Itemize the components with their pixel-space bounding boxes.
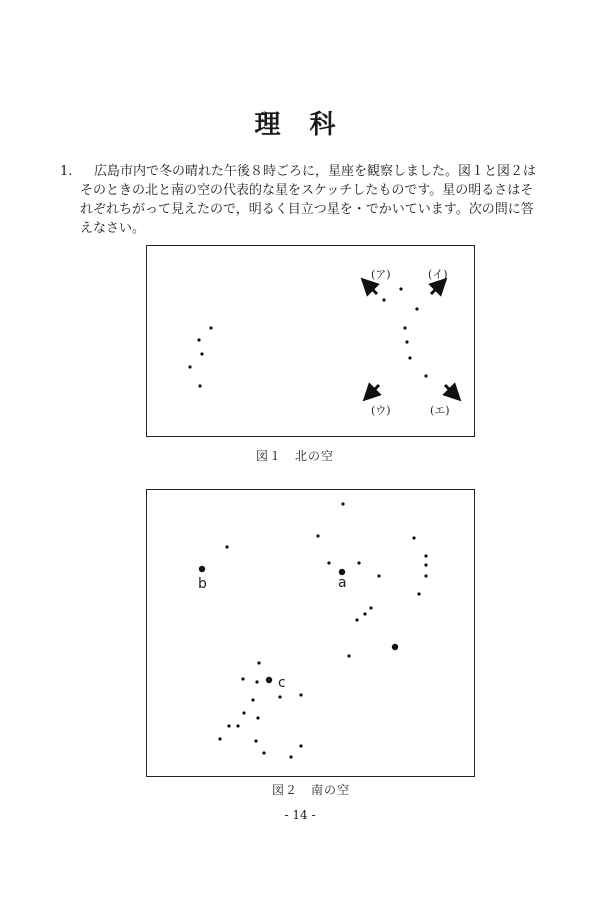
arrow-u-icon: [369, 385, 379, 395]
star-label-b: b: [198, 576, 207, 592]
left-constellation-stars: [188, 326, 212, 387]
direction-arrows: [367, 284, 455, 395]
lower-left-stars: [218, 661, 302, 758]
star-label-a: a: [338, 575, 347, 591]
arrow-label-e: (エ): [430, 404, 450, 417]
arrow-i-icon: [431, 284, 441, 294]
figure-1-north-sky: [146, 245, 475, 437]
question-text: 広島市内で冬の晴れた午後８時ごろに，星座を観察しました。図１と図２はそのときの北と南の空の代表的な星をスケッチしたものです。星の明るさはそれぞれちがって見えたので，明るく目立つ星を・でかいています。次の問に答えなさい。: [80, 164, 537, 236]
arrow-a-icon: [367, 284, 377, 294]
arrow-label-i: (イ): [428, 268, 448, 281]
page-number: - 14 -: [284, 808, 316, 822]
figure-2-sketch: [147, 490, 476, 778]
star-c: [266, 677, 272, 683]
star-b: [199, 566, 205, 572]
arrow-label-a: (ア): [371, 268, 391, 281]
arrow-e-icon: [445, 385, 455, 395]
figure-1-sketch: [147, 246, 476, 438]
page-title: 理 科: [254, 110, 346, 140]
figure-2-caption: 図２ 南の空: [272, 783, 351, 797]
question-number: 1.: [60, 164, 73, 179]
figure-1-caption: 図１ 北の空: [256, 449, 335, 463]
right-constellation-stars: [382, 287, 427, 377]
figure-2-south-sky: [146, 489, 475, 777]
arrow-label-u: (ウ): [371, 404, 391, 417]
star-label-c: c: [278, 675, 286, 691]
upper-right-stars: [316, 502, 427, 657]
